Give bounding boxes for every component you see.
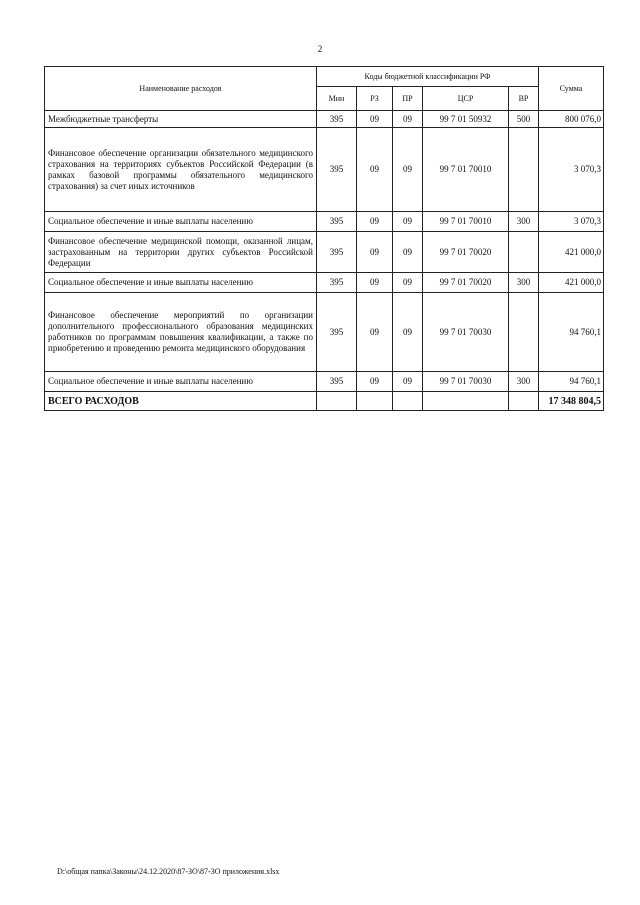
cell-rz: 09 [357, 128, 393, 212]
cell-min: 395 [317, 372, 357, 392]
cell-rz: 09 [357, 273, 393, 293]
cell-min: 395 [317, 293, 357, 372]
cell-name: Межбюджетные трансферты [45, 111, 317, 128]
header-csr: ЦСР [423, 87, 509, 111]
header-name: Наименование расходов [45, 67, 317, 111]
table-row [45, 232, 604, 273]
cell-min: 395 [317, 273, 357, 293]
cell-rz: 09 [357, 293, 393, 372]
cell-sum: 800 076,0 [539, 111, 604, 128]
cell-pr: 09 [393, 128, 423, 212]
cell-sum: 421 000,0 [539, 273, 604, 293]
cell-vr: 300 [509, 372, 539, 392]
cell-rz: 09 [357, 212, 393, 232]
cell-sum: 94 760,1 [539, 293, 604, 372]
header-codes-group: Коды бюджетной классификации РФ [317, 67, 539, 87]
table-row [45, 111, 604, 128]
total-empty-cell [357, 392, 393, 411]
cell-pr: 09 [393, 372, 423, 392]
cell-csr: 99 7 01 50932 [423, 111, 509, 128]
cell-rz: 09 [357, 111, 393, 128]
header-min: Мин [317, 87, 357, 111]
cell-vr: 300 [509, 273, 539, 293]
cell-sum: 421 000,0 [539, 232, 604, 273]
cell-rz: 09 [357, 372, 393, 392]
total-empty-cell [509, 392, 539, 411]
cell-name: Финансовое обеспечение мероприятий по организации дополнительного профессионального образования медицинских работников по программам повышения квалификации, а также по приобретению и проведению ремонта медицинского оборудования [45, 293, 317, 372]
total-label: ВСЕГО РАСХОДОВ [45, 392, 317, 411]
cell-pr: 09 [393, 111, 423, 128]
header-pr: ПР [393, 87, 423, 111]
total-empty-cell [423, 392, 509, 411]
cell-vr [509, 293, 539, 372]
cell-pr: 09 [393, 232, 423, 273]
cell-sum: 94 760,1 [539, 372, 604, 392]
cell-pr: 09 [393, 293, 423, 372]
expenses-table [44, 66, 604, 411]
cell-csr: 99 7 01 70030 [423, 293, 509, 372]
header-vr: ВР [509, 87, 539, 111]
cell-csr: 99 7 01 70010 [423, 212, 509, 232]
total-empty-cell [393, 392, 423, 411]
page-number: 2 [317, 44, 323, 54]
cell-pr: 09 [393, 212, 423, 232]
cell-min: 395 [317, 212, 357, 232]
cell-name: Социальное обеспечение и иные выплаты населению [45, 273, 317, 293]
cell-sum: 3 070,3 [539, 212, 604, 232]
cell-name: Финансовое обеспечение медицинской помощи, оказанной лицам, застрахованным на территории других субъектов Российской Федерации [45, 232, 317, 273]
table-row [45, 372, 604, 392]
table-row [45, 212, 604, 232]
table-row [45, 293, 604, 372]
total-sum: 17 348 804,5 [539, 392, 604, 411]
header-sum: Сумма [539, 67, 604, 111]
cell-name: Социальное обеспечение и иные выплаты населению [45, 212, 317, 232]
cell-vr [509, 232, 539, 273]
file-path-footer: D:\общая папка\Законы\24.12.2020\87-ЗО\87-ЗО приложения.xlsx [57, 867, 280, 876]
cell-min: 395 [317, 232, 357, 273]
cell-csr: 99 7 01 70010 [423, 128, 509, 212]
cell-name: Социальное обеспечение и иные выплаты населению [45, 372, 317, 392]
cell-pr: 09 [393, 273, 423, 293]
cell-vr [509, 128, 539, 212]
cell-min: 395 [317, 111, 357, 128]
cell-csr: 99 7 01 70020 [423, 273, 509, 293]
total-empty-cell [317, 392, 357, 411]
total-row [45, 392, 604, 411]
cell-rz: 09 [357, 232, 393, 273]
cell-vr: 300 [509, 212, 539, 232]
cell-vr: 500 [509, 111, 539, 128]
cell-csr: 99 7 01 70030 [423, 372, 509, 392]
table-row [45, 273, 604, 293]
cell-csr: 99 7 01 70020 [423, 232, 509, 273]
cell-min: 395 [317, 128, 357, 212]
header-rz: РЗ [357, 87, 393, 111]
cell-sum: 3 070,3 [539, 128, 604, 212]
cell-name: Финансовое обеспечение организации обязательного медицинского страхования на территориях субъектов Российской Федерации (в рамках базовой программы обязательного медицинского страхования) за счет иных источников [45, 128, 317, 212]
table-row [45, 128, 604, 212]
